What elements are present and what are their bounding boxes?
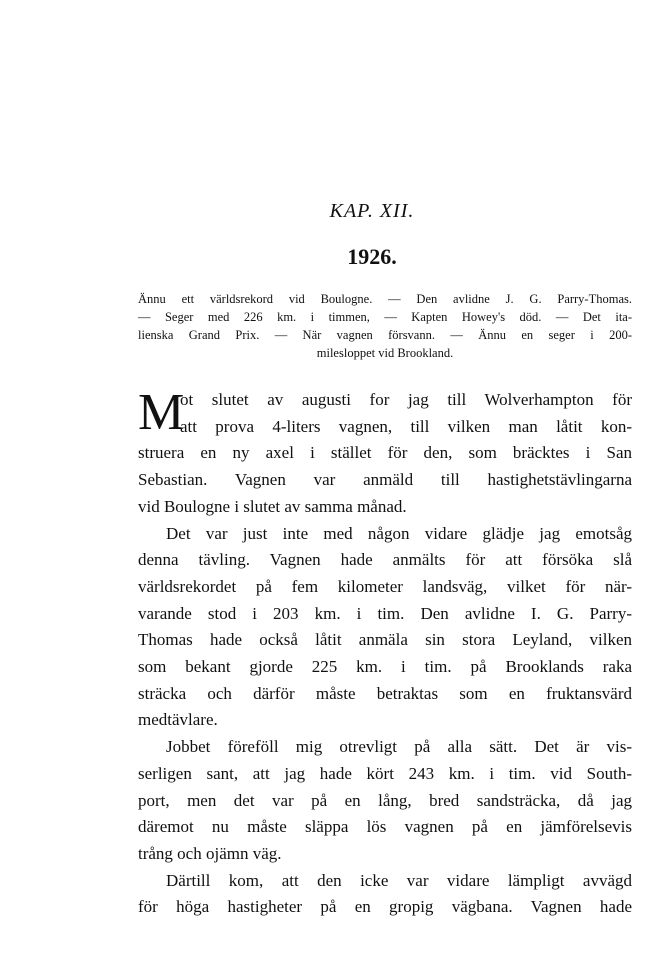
chapter-year: 1926. — [347, 244, 397, 269]
summary-line: milesloppet vid Brookland. — [316, 346, 454, 360]
text-line: för höga hastigheter på en gropig vägbana. Vagnen hade — [138, 897, 632, 917]
text-line: sträcka och därför måste betraktas som en fruktansvärd — [138, 683, 632, 703]
chapter-heading: KAP. XII. — [329, 200, 415, 222]
text-line: Jobbet föreföll mig otrevligt på alla sätt. Det är vis- — [166, 737, 632, 757]
text-line: däremot nu måste släppa lös vagnen på en jämförelsevis — [138, 817, 632, 837]
text-line: serligen sant, att jag hade kört 243 km. i tim. vid South- — [138, 763, 632, 783]
text-line: världsrekordet på fem kilometer landsväg, vilket för när- — [138, 576, 632, 596]
text-line: Thomas hade också låtit anmäla sin stora Leyland, vilken — [138, 630, 632, 650]
text-line: medtävlare. — [138, 710, 218, 730]
text-line: som bekant gjorde 225 km. i tim. på Brooklands raka — [138, 657, 632, 677]
text-line: att prova 4-liters vagnen, till vilken man låtit kon- — [180, 416, 632, 436]
body-text — [138, 384, 632, 921]
text-line: denna tävling. Vagnen hade anmälts för att försöka slå — [138, 550, 632, 570]
text-line: varande stod i 203 km. i tim. Den avlidne I. G. Parry- — [138, 603, 632, 623]
text-line: trång och ojämn väg. — [138, 843, 282, 863]
summary-line: Ännu ett världsrekord vid Boulogne. — Den avlidne J. G. Parry-Thomas. — [138, 292, 632, 306]
text-line: port, men det var på en lång, bred sandsträcka, då jag — [138, 790, 632, 810]
text-line: vid Boulogne i slutet av samma månad. — [138, 496, 407, 516]
drop-cap: M — [138, 384, 185, 441]
chapter-summary — [138, 290, 632, 362]
summary-line: lienska Grand Prix. — När vagnen försvann. — Ännu en seger i 200- — [138, 328, 632, 342]
text-line: struera en ny axel i stället för den, som bräcktes i San — [138, 443, 632, 463]
text-line: Sebastian. Vagnen var anmäld till hastighetstävlingarna — [138, 470, 632, 490]
text-line: Det var just inte med någon vidare glädje jag emotsåg — [166, 523, 632, 543]
first-paragraph-opening — [138, 384, 632, 441]
summary-line: — Seger med 226 km. i timmen, — Kapten Howey's död. — Det ita- — [138, 310, 632, 324]
text-line: Därtill kom, att den icke var vidare lämpligt avvägd — [166, 870, 632, 890]
text-line: ot slutet av augusti for jag till Wolverhampton för — [180, 390, 632, 409]
